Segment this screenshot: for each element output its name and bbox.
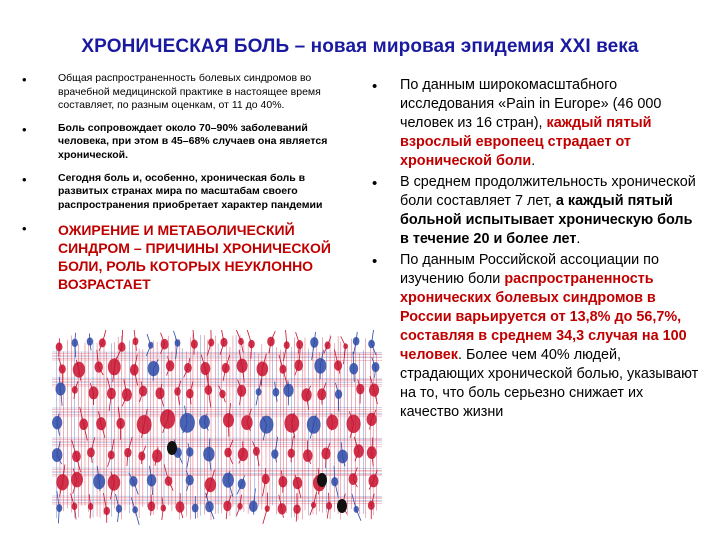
right-item-text: По данным широкомасштабного исследования «Pain in Europe» (46 000 человек из 16 стран),: [400, 77, 662, 131]
right-item-text-end: .: [531, 153, 536, 169]
left-bullet-item: [20, 122, 350, 163]
bullet-marker: •: [22, 221, 27, 237]
right-item-text: По данным Российской ассоциации по изучению боли: [400, 252, 659, 287]
neuron-network-illustration: [52, 330, 382, 525]
left-bullet-list: [20, 72, 350, 302]
dark-neuron-cell: [167, 441, 177, 455]
bullet-marker: •: [22, 171, 27, 187]
bullet-marker: •: [372, 253, 378, 270]
bullet-marker: •: [372, 78, 378, 95]
left-bullet-item: [20, 172, 350, 213]
left-bullet-item: [20, 72, 350, 113]
right-bullet-list: [372, 76, 702, 424]
left-item-text: Боль сопровождает около 70–90% заболеваний человека, при этом в 45–68% случаев она является хронической.: [58, 121, 328, 161]
axon: [90, 506, 91, 518]
neuron-cell-body: [199, 415, 210, 429]
dark-neuron-cell: [337, 499, 347, 513]
dark-neuron-cell: [317, 473, 327, 487]
bullet-marker: •: [22, 72, 27, 87]
right-item-text-end: . Более чем 40% людей, страдающих хронической болью, указывают на то, что боль серьезно снижает их качество жизни: [400, 347, 699, 420]
dendrite: [329, 493, 330, 506]
bullet-marker: •: [22, 121, 27, 137]
right-bullet-item: [372, 173, 702, 249]
right-item-text: В среднем продолжительность хронической боли составляет 7 лет,: [400, 174, 696, 209]
left-item-text: Общая распространенность болевых синдромов во врачебной медицинской практике в настоящее время составляет, по разным оценкам, от 11 до 40%.: [58, 72, 321, 112]
slide-title: ХРОНИЧЕСКАЯ БОЛЬ – новая мировая эпидемия XXI века: [81, 36, 639, 57]
bullet-marker: •: [372, 175, 378, 192]
right-bullet-item: [372, 251, 702, 422]
left-item-text: Сегодня боль и, особенно, хроническая боль в развитых странах мира по масштабам своего распространения приобретает характер пандемии: [58, 171, 323, 211]
left-item-text-highlight: ОЖИРЕНИЕ И МЕТАБОЛИЧЕСКИЙ СИНДРОМ – ПРИЧИНЫ ХРОНИЧЕСКОЙ БОЛИ, РОЛЬ КОТОРЫХ НЕУКЛОННО ВОЗРАСТАЕТ: [58, 222, 331, 293]
axon: [354, 369, 355, 382]
neuron-cell-body: [326, 415, 338, 430]
right-bullet-item: [372, 76, 702, 171]
right-item-emphasis: каждый пятый взрослый европеец страдает от хронической боли: [400, 115, 652, 169]
right-item-text-end: .: [576, 231, 581, 247]
neuron-cell-body: [367, 413, 377, 426]
left-bullet-item-highlight: [20, 221, 350, 293]
right-item-emphasis: распространенность хронических болевых синдромов в России варьируется от 13,8% до 56,7%, составляя в среднем 34,3 случая на 100 человек: [400, 271, 687, 363]
right-item-emphasis: а каждый пятый больной испытывает хроническую боль в течение 20 и более лет: [400, 193, 693, 247]
